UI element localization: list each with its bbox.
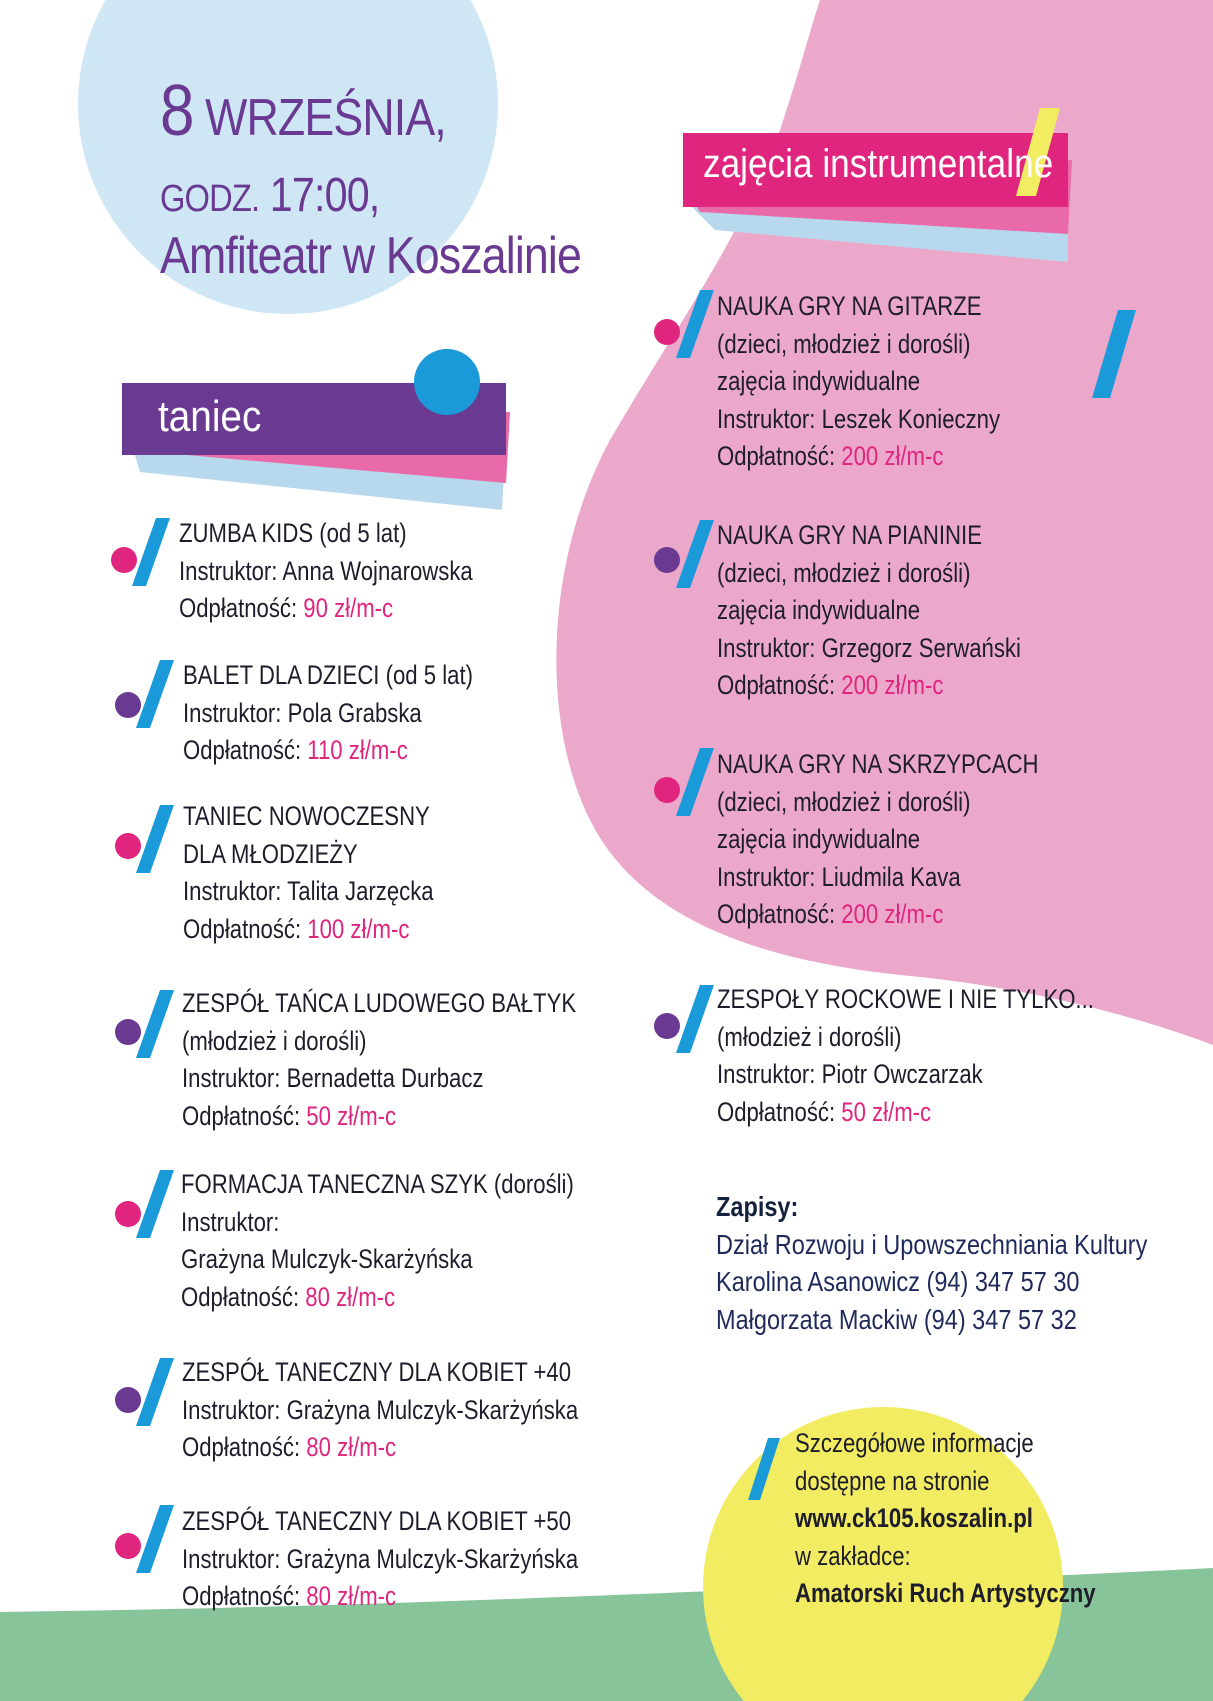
item-instructor: Instruktor: Talita Jarzęcka <box>183 876 434 906</box>
item-audience: (dzieci, młodzież i dorośli) <box>717 328 971 359</box>
item-title: FORMACJA TANECZNA SZYK <box>181 1169 488 1199</box>
item-title: ZESPÓŁ TAŃCA LUDOWEGO BAŁTYK <box>182 988 577 1018</box>
item-title: ZUMBA KIDS <box>179 518 314 548</box>
list-marker-dot <box>115 692 141 718</box>
item-price-label: Odpłatność: <box>717 899 842 929</box>
info-block <box>795 1425 1162 1613</box>
list-marker-dot <box>654 319 680 345</box>
signup-contact-2: Małgorzata Mackiw (94) 347 57 32 <box>716 1303 1077 1335</box>
item-instructor: Instruktor: Liudmila Kava <box>717 861 961 892</box>
item-price: 200 zł/m-c <box>841 441 944 471</box>
item-price: 80 zł/m-c <box>306 1432 397 1462</box>
list-marker-slash <box>136 805 174 873</box>
item-price: 50 zł/m-c <box>306 1100 397 1131</box>
item-price: 80 zł/m-c <box>306 1581 397 1611</box>
info-url-link[interactable]: www.ck105.koszalin.pl <box>795 1503 1033 1533</box>
event-day: 8 <box>160 71 194 151</box>
item-note: (od 5 lat) <box>379 660 473 690</box>
item-title: NAUKA GRY NA PIANINIE <box>717 520 982 550</box>
item-price-label: Odpłatność: <box>182 1581 307 1611</box>
item-instructor: Instruktor: Grażyna Mulczyk-Skarżyńska <box>182 1394 579 1425</box>
item-price-label: Odpłatność: <box>182 1100 307 1131</box>
event-time-value: 17:00, <box>269 169 380 222</box>
item-price: 200 zł/m-c <box>841 899 944 929</box>
event-month: WRZEŚNIA, <box>205 89 446 147</box>
list-marker-slash <box>136 660 174 728</box>
item-format: zajęcia indywidualne <box>717 595 921 625</box>
item-instructor: Instruktor: Bernadetta Durbacz <box>182 1063 484 1093</box>
item-note: (dorośli) <box>487 1169 574 1199</box>
item-price-label: Odpłatność: <box>181 1281 306 1312</box>
event-place: Amfiteatr w Koszalinie <box>160 227 581 285</box>
event-time-prefix: GODZ. <box>160 178 260 220</box>
item-title: NAUKA GRY NA GITARZE <box>717 291 982 321</box>
item-price: 110 zł/m-c <box>307 735 408 765</box>
instr-item-pianino <box>717 517 1213 705</box>
item-instructor: Instruktor: Pola Grabska <box>183 697 422 728</box>
list-marker-dot <box>115 1201 141 1227</box>
list-marker-dot <box>115 1387 141 1413</box>
item-title: ZESPOŁY ROCKOWE I NIE TYLKO... <box>717 984 1094 1014</box>
item-instructor: Instruktor: Grażyna Mulczyk-Skarżyńska <box>182 1543 579 1574</box>
item-price-label: Odpłatność: <box>717 1096 842 1127</box>
item-audience: (dzieci, młodzież i dorośli) <box>717 786 971 817</box>
event-time <box>160 168 379 223</box>
info-tab-name: Amatorski Ruch Artystyczny <box>795 1578 1096 1608</box>
list-marker-dot <box>115 833 141 859</box>
list-marker-slash <box>136 1170 174 1238</box>
item-audience: (młodzież i dorośli) <box>182 1025 367 1056</box>
item-price-label: Odpłatność: <box>717 670 842 700</box>
dance-item-baltyk <box>182 985 702 1135</box>
dance-item-szyk <box>181 1166 701 1316</box>
signup-heading: Zapisy: <box>716 1191 799 1222</box>
item-instructor: Instruktor: <box>181 1206 280 1237</box>
item-price-label: Odpłatność: <box>179 593 304 623</box>
item-price: 200 zł/m-c <box>841 670 944 700</box>
item-price-label: Odpłatność: <box>183 913 308 944</box>
section-title-instrumental: zajęcia instrumentalne <box>703 142 1054 186</box>
item-title-line2: DLA MŁODZIEŻY <box>183 838 358 869</box>
list-marker-dot <box>111 547 137 573</box>
item-price-label: Odpłatność: <box>182 1432 307 1462</box>
signup-department: Dział Rozwoju i Upowszechniania Kultury <box>716 1228 1148 1260</box>
instr-item-skrzypce <box>717 746 1213 934</box>
list-marker-slash <box>136 1358 174 1426</box>
item-price: 80 zł/m-c <box>305 1281 396 1312</box>
list-marker-slash <box>136 1505 174 1573</box>
section-title-dance: taniec <box>158 392 262 441</box>
info-line-1: Szczegółowe informacje <box>795 1428 1034 1458</box>
item-instructor: Instruktor: Anna Wojnarowska <box>179 555 473 586</box>
info-line-2: dostępne na stronie <box>795 1465 990 1496</box>
item-title: ZESPÓŁ TANECZNY DLA KOBIET +40 <box>182 1357 572 1387</box>
item-price-label: Odpłatność: <box>717 441 842 471</box>
item-instructor: Instruktor: Grzegorz Serwański <box>717 632 1021 663</box>
item-format: zajęcia indywidualne <box>717 366 921 396</box>
item-price: 100 zł/m-c <box>307 913 410 944</box>
taniec-banner-circle <box>414 349 480 415</box>
instr-item-gitara <box>717 288 1213 476</box>
item-title: BALET DLA DZIECI <box>183 660 380 690</box>
item-instructor-name: Grażyna Mulczyk-Skarżyńska <box>181 1244 473 1274</box>
signup-block <box>716 1188 1213 1338</box>
item-format: zajęcia indywidualne <box>717 824 921 854</box>
item-price: 90 zł/m-c <box>303 593 394 623</box>
list-marker-dot <box>115 1019 141 1045</box>
dance-item-balet <box>183 657 703 770</box>
item-instructor: Instruktor: Leszek Konieczny <box>717 403 1001 434</box>
signup-contact-1: Karolina Asanowicz (94) 347 57 30 <box>716 1266 1080 1297</box>
instr-item-rock <box>717 981 1213 1131</box>
dance-item-zumba <box>179 515 699 628</box>
list-marker-slash <box>132 518 170 586</box>
dance-item-kobiet-40 <box>182 1354 702 1467</box>
item-audience: (młodzież i dorośli) <box>717 1021 902 1052</box>
dance-item-taniec-nowoczesny <box>183 798 703 948</box>
item-title: ZESPÓŁ TANECZNY DLA KOBIET +50 <box>182 1506 572 1536</box>
item-instructor: Instruktor: Piotr Owczarzak <box>717 1059 983 1089</box>
list-marker-slash <box>136 990 174 1058</box>
item-title: TANIEC NOWOCZESNY <box>183 801 430 831</box>
item-price-label: Odpłatność: <box>183 735 308 765</box>
event-date <box>160 70 446 152</box>
item-audience: (dzieci, młodzież i dorośli) <box>717 557 971 588</box>
item-note: (od 5 lat) <box>313 518 407 548</box>
item-title: NAUKA GRY NA SKRZYPCACH <box>717 749 1039 779</box>
item-price: 50 zł/m-c <box>841 1096 932 1127</box>
dance-item-kobiet-50 <box>182 1503 702 1616</box>
info-line-4: w zakładce: <box>795 1540 911 1571</box>
list-marker-dot <box>115 1533 141 1559</box>
